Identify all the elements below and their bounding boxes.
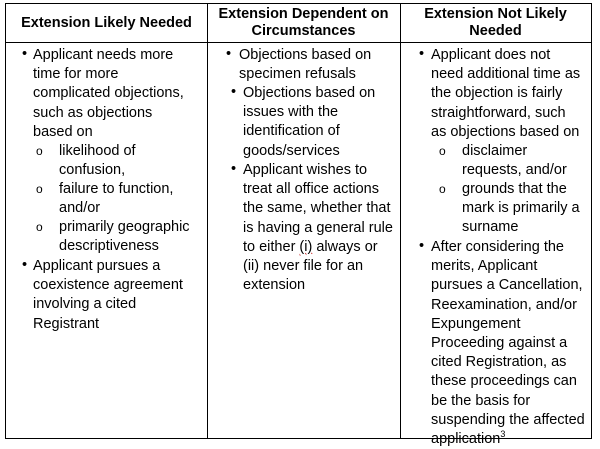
extension-table	[5, 3, 592, 448]
header-extension-likely-needed: Extension Likely Needed	[21, 14, 192, 31]
bullet: •	[22, 46, 28, 62]
column-dependent	[207, 43, 400, 438]
bullet: •	[22, 257, 28, 273]
table-header-row	[6, 4, 591, 43]
list-item: Objections based on specimen refusals	[239, 47, 372, 83]
column-likely-needed	[6, 43, 207, 438]
sub-bullet: o	[36, 144, 43, 158]
list-item: Applicant does not need additional time as the objection is fairly straightforward, such as objections based on	[431, 47, 581, 140]
sub-list-item: primarily geographic descriptiveness	[59, 219, 190, 255]
sub-list-item: disclaimer requests, and/or	[462, 143, 567, 179]
bullet: •	[226, 46, 232, 62]
sub-list-item: failure to function, and/or	[59, 181, 174, 217]
list-item: Applicant wishes to treat all office actions the same, whether that is having a general rule to either (i) always or (ii) never file for an extension	[243, 162, 393, 294]
sub-list-item: grounds that the mark is primarily a surname	[462, 181, 580, 236]
bullet: •	[419, 238, 425, 254]
sub-list-item: likelihood of confusion,	[59, 143, 136, 179]
list-item: Applicant pursues a coexistence agreement involving a cited Registrant	[33, 258, 183, 332]
sub-bullet: o	[36, 182, 43, 196]
sub-bullet: o	[439, 144, 446, 158]
list-item: Applicant needs more time for more complicated objections, such as objections based on	[33, 47, 184, 140]
list-item: Objections based on issues with the identification of goods/services	[243, 85, 376, 159]
list-item: After considering the merits, Applicant pursues a Cancellation, Reexamination, and/or Expungement Proceeding against a cited Registration, as these proceedings can be the basis for suspending the affected application$^3$	[431, 239, 585, 448]
sub-bullet: o	[439, 182, 446, 196]
bullet: •	[231, 161, 237, 177]
column-not-likely-needed	[400, 43, 591, 448]
header-extension-dependent: Extension Dependent on Circumstances	[218, 6, 389, 39]
sub-bullet: o	[36, 220, 43, 234]
footnote-marker[interactable]: 3	[500, 429, 506, 440]
bullet: •	[419, 46, 425, 62]
bullet: •	[231, 84, 237, 100]
header-extension-not-likely-needed: Extension Not Likely Needed	[424, 6, 567, 39]
